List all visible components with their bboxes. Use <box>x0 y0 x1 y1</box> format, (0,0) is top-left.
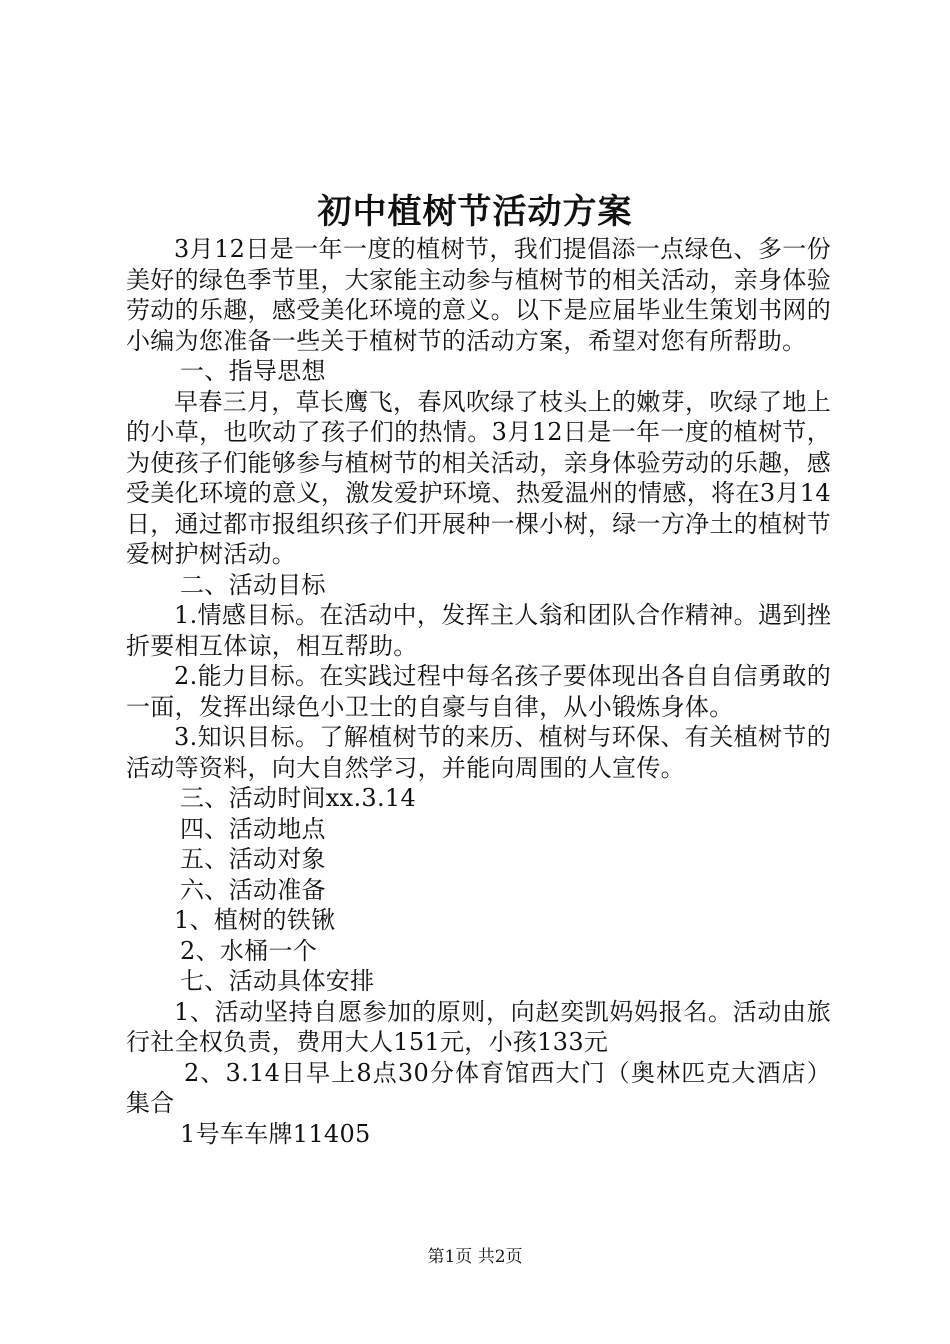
section-heading-guiding-thought: 一、指导思想 <box>180 357 326 385</box>
section-heading-activity-target: 五、活动对象 <box>180 845 326 873</box>
goal-knowledge: 3.知识目标。了解植树节的来历、植树与环保、有关植树节的活动等资料，向大自然学习，并能向周围的人宣传。 <box>126 723 831 782</box>
document-body <box>126 234 831 1149</box>
schedule-item-assembly: 2、3.14日早上8点30分体育馆西大门（奥林匹克大酒店）集合 <box>126 1058 831 1117</box>
section-heading-activity-goals: 二、活动目标 <box>180 570 326 599</box>
document-title: 初中植树节活动方案 <box>317 192 633 232</box>
schedule-item-bus-plate: 1号车车牌11405 <box>180 1119 371 1148</box>
schedule-item-registration: 1、活动坚持自愿参加的原则，向赵奕凯妈妈报名。活动由旅行社全权负责，费用大人151元，小孩133元 <box>126 997 831 1056</box>
section-heading-activity-location: 四、活动地点 <box>180 814 326 843</box>
section-heading-activity-preparation: 六、活动准备 <box>180 875 326 904</box>
goal-emotional: 1.情感目标。在活动中，发挥主人翁和团队合作精神。遇到挫折要相互体谅，相互帮助。 <box>126 601 831 660</box>
guiding-thought-paragraph: 早春三月，草长鹰飞，春风吹绿了枝头上的嫩芽，吹绿了地上的小草，也吹动了孩子们的热情。3月12日是一年一度的植树节，为使孩子们能够参与植树节的相关活动，亲身体验劳动的乐趣，感受美化环境的意义，激发爱护环境、热爱温州的情感，将在3月14日，通过都市报组织孩子们开展种一棵小树，绿一方净土的植树节爱树护树活动。 <box>126 387 831 568</box>
intro-paragraph: 3月12日是一年一度的植树节，我们提倡添一点绿色、多一份美好的绿色季节里，大家能主动参与植树节的相关活动，亲身体验劳动的乐趣，感受美化环境的意义。以下是应届毕业生策划书网的小编为您准备一些关于植树节的活动方案，希望对您有所帮助。 <box>126 235 831 355</box>
page-footer: 第1页 共2页 <box>427 1247 523 1267</box>
section-heading-activity-schedule: 七、活动具体安排 <box>180 967 375 995</box>
preparation-item-shovel: 1、植树的铁锹 <box>174 906 336 934</box>
preparation-item-bucket: 2、水桶一个 <box>180 936 318 965</box>
goal-ability: 2.能力目标。在实践过程中每名孩子要体现出各自自信勇敢的一面，发挥出绿色小卫士的自豪与自律，从小锻炼身体。 <box>126 662 831 721</box>
section-heading-activity-time: 三、活动时间xx.3.14 <box>180 784 417 812</box>
